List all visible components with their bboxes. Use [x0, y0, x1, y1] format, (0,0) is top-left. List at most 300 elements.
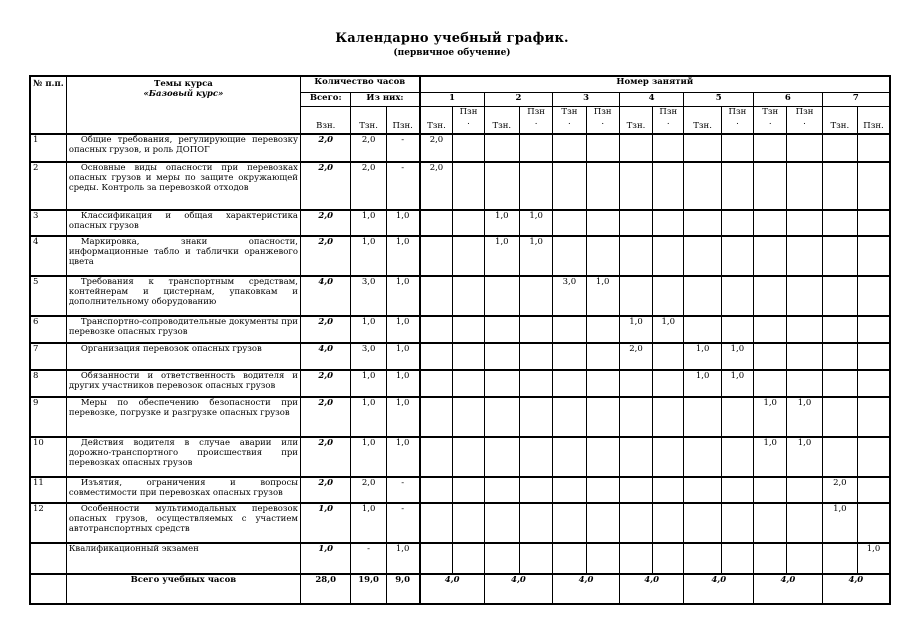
table-row	[30, 503, 890, 543]
lesson-cell-l4p	[653, 437, 684, 477]
lesson-cell-l4t	[619, 276, 652, 316]
lesson-cell-l1t	[420, 477, 453, 503]
sub-pzn-dot: .	[534, 116, 538, 127]
total-lesson-7: 4,0	[822, 574, 890, 604]
lesson-cell-l6t: 1,0	[754, 397, 787, 437]
row-topic: Основные виды опасности при перевозках опасных грузов и меры по защите окружающей среды. Контроль за перевозкой отходов	[66, 162, 300, 210]
lesson-cell-l2p	[519, 477, 552, 503]
row-theory-hours: 1,0	[351, 316, 386, 343]
row-total-hours: 2,0	[300, 236, 350, 276]
row-number: 6	[30, 316, 66, 343]
lesson-cell-l1t: 2,0	[420, 134, 453, 162]
row-practice-hours: 1,0	[386, 397, 419, 437]
row-practice-hours: 1,0	[386, 370, 419, 397]
row-total-hours: 2,0	[300, 437, 350, 477]
lesson-cell-l5p	[721, 236, 753, 276]
lesson-cell-l4t: 1,0	[619, 316, 652, 343]
lesson-cell-l4p	[653, 370, 684, 397]
lesson-cell-l4p: 1,0	[653, 316, 684, 343]
lesson-cell-l2t	[484, 162, 519, 210]
lesson-cell-l3t	[553, 370, 586, 397]
lesson-cell-l4t	[619, 162, 652, 210]
header-lesson-4: 4	[619, 92, 684, 106]
cell	[453, 543, 484, 574]
lesson-cell-l5t	[684, 397, 721, 437]
lesson-cell-l1p	[453, 210, 484, 236]
table-row	[30, 276, 890, 316]
lesson-cell-l6t	[754, 162, 787, 210]
lesson-cell-l7p	[857, 162, 890, 210]
row-practice-hours: 1,0	[386, 210, 419, 236]
cell	[754, 543, 787, 574]
row-total-hours: 2,0	[300, 477, 350, 503]
lesson-cell-l5t	[684, 437, 721, 477]
lesson-cell-l3p	[586, 162, 619, 210]
row-topic: Требования к транспортным средствам, контейнерам и цистернам, упаковкам и дополнительному оборудованию	[66, 276, 300, 316]
header-topics	[66, 76, 300, 134]
sub-tzn: Тзн.	[684, 106, 721, 134]
lesson-cell-l6t	[754, 343, 787, 370]
lesson-cell-l6t	[754, 503, 787, 543]
lesson-cell-l5p	[721, 162, 753, 210]
exam-total: 1,0	[300, 543, 350, 574]
lesson-cell-l4p	[653, 210, 684, 236]
table-row	[30, 316, 890, 343]
lesson-cell-l1p	[453, 236, 484, 276]
row-practice-hours: -	[386, 134, 419, 162]
sub-pzn	[519, 106, 552, 134]
row-number: 3	[30, 210, 66, 236]
cell	[484, 543, 519, 574]
lesson-cell-l6t	[754, 276, 787, 316]
total-lesson-4: 4,0	[619, 574, 684, 604]
lesson-cell-l3p	[586, 503, 619, 543]
lesson-cell-l6p	[787, 236, 822, 276]
row-topic: Меры по обеспечению безопасности при перевозке, погрузке и разгрузке опасных грузов	[66, 397, 300, 437]
lesson-cell-l2t	[484, 437, 519, 477]
lesson-cell-l5t	[684, 316, 721, 343]
lesson-cell-l4p	[653, 236, 684, 276]
lesson-cell-l6p	[787, 477, 822, 503]
lesson-cell-l2p	[519, 316, 552, 343]
row-theory-hours: 1,0	[351, 437, 386, 477]
lesson-cell-l1p	[453, 316, 484, 343]
row-total-hours: 2,0	[300, 397, 350, 437]
lesson-cell-l5p	[721, 134, 753, 162]
lesson-cell-l2t	[484, 477, 519, 503]
exam-lesson-7-pzn: 1,0	[857, 543, 890, 574]
lesson-cell-l4p	[653, 477, 684, 503]
lesson-cell-l6p	[787, 162, 822, 210]
lesson-cell-l7p	[857, 343, 890, 370]
totals-tzn: 19,0	[351, 574, 386, 604]
cell	[619, 543, 652, 574]
lesson-cell-l5t	[684, 162, 721, 210]
header-of-them: Из них:	[351, 92, 420, 106]
lesson-cell-l1p	[453, 370, 484, 397]
lesson-cell-l1t	[420, 316, 453, 343]
page-title: Календарно учебный график.	[335, 31, 569, 46]
lesson-cell-l6t	[754, 210, 787, 236]
lesson-cell-l7p	[857, 397, 890, 437]
row-total-hours: 2,0	[300, 210, 350, 236]
row-topic: Маркировка, знаки опасности, информационные табло и таблички оранжевого цвета	[66, 236, 300, 276]
lesson-cell-l3p	[586, 236, 619, 276]
lesson-cell-l7p	[857, 503, 890, 543]
cell	[653, 543, 684, 574]
lesson-cell-l7t	[822, 343, 857, 370]
lesson-cell-l5t	[684, 276, 721, 316]
cell	[519, 543, 552, 574]
lesson-cell-l2t	[484, 503, 519, 543]
table-row	[30, 397, 890, 437]
lesson-cell-l5p	[721, 437, 753, 477]
row-practice-hours: 1,0	[386, 437, 419, 477]
lesson-cell-l3t	[553, 210, 586, 236]
lesson-cell-l3t	[553, 437, 586, 477]
header-vzn: Взн.	[300, 106, 350, 134]
sub-pzn-text: Пзн	[593, 106, 612, 117]
row-theory-hours: 1,0	[351, 370, 386, 397]
table-row	[30, 437, 890, 477]
exam-tzn: -	[351, 543, 386, 574]
sub-tzn: Тзн.	[619, 106, 652, 134]
row-number: 4	[30, 236, 66, 276]
lesson-cell-l2p: 1,0	[519, 236, 552, 276]
sub-tzn-text: Тзн	[561, 106, 578, 117]
lesson-cell-l1p	[453, 503, 484, 543]
lesson-cell-l1p	[453, 437, 484, 477]
row-topic: Изъятия, ограничения и вопросы совместимости при перевозках опасных грузов	[66, 477, 300, 503]
lesson-cell-l4t	[619, 210, 652, 236]
lesson-cell-l2t	[484, 370, 519, 397]
lesson-cell-l5p	[721, 210, 753, 236]
lesson-cell-l4t	[619, 477, 652, 503]
row-topic: Организация перевозок опасных грузов	[66, 343, 300, 370]
row-topic: Классификация и общая характеристика опасных грузов	[66, 210, 300, 236]
header-num: № п.п.	[30, 76, 66, 134]
sub-pzn	[453, 106, 484, 134]
header-lesson-6: 6	[754, 92, 823, 106]
lesson-cell-l2p: 1,0	[519, 210, 552, 236]
lesson-cell-l1t	[420, 343, 453, 370]
header-course-name: «Базовый курс»	[143, 89, 224, 99]
lesson-cell-l6p: 1,0	[787, 437, 822, 477]
lesson-cell-l5p	[721, 477, 753, 503]
lesson-cell-l5t	[684, 210, 721, 236]
row-number: 11	[30, 477, 66, 503]
lesson-cell-l3t	[553, 503, 586, 543]
total-lesson-5: 4,0	[684, 574, 754, 604]
lesson-cell-l6p	[787, 370, 822, 397]
lesson-cell-l3t	[553, 477, 586, 503]
table-row	[30, 370, 890, 397]
lesson-cell-l2t	[484, 343, 519, 370]
cell	[553, 543, 586, 574]
schedule-rows	[30, 134, 890, 543]
totals-label: Всего учебных часов	[66, 574, 300, 604]
lesson-cell-l5p: 1,0	[721, 370, 753, 397]
row-number: 7	[30, 343, 66, 370]
lesson-cell-l7t: 1,0	[822, 503, 857, 543]
lesson-cell-l2p	[519, 134, 552, 162]
lesson-cell-l1p	[453, 343, 484, 370]
lesson-cell-l1t	[420, 276, 453, 316]
lesson-cell-l6p	[787, 503, 822, 543]
lesson-cell-l1t	[420, 437, 453, 477]
total-lesson-2: 4,0	[484, 574, 553, 604]
row-practice-hours: -	[386, 477, 419, 503]
row-topic: Особенности мультимодальных перевозок опасных грузов, осуществляемых с участием автотранспортных средств	[66, 503, 300, 543]
lesson-cell-l1p	[453, 276, 484, 316]
cell	[721, 543, 753, 574]
row-total-hours: 4,0	[300, 343, 350, 370]
sub-pzn-text: Пзн	[728, 106, 747, 117]
lesson-cell-l1p	[453, 397, 484, 437]
sub-tzn-dot: .	[768, 116, 772, 127]
sub-pzn-dot: .	[601, 116, 605, 127]
total-lesson-3: 4,0	[553, 574, 620, 604]
lesson-cell-l4t	[619, 370, 652, 397]
header-pzn: Пзн.	[386, 106, 419, 134]
lesson-cell-l3p	[586, 134, 619, 162]
lesson-cell-l3t	[553, 397, 586, 437]
header-tzn: Тзн.	[351, 106, 386, 134]
row-practice-hours: 1,0	[386, 276, 419, 316]
lesson-cell-l7t	[822, 370, 857, 397]
sub-tzn: Тзн.	[822, 106, 857, 134]
row-theory-hours: 2,0	[351, 477, 386, 503]
lesson-cell-l6t	[754, 236, 787, 276]
table-row	[30, 343, 890, 370]
lesson-cell-l4p	[653, 397, 684, 437]
lesson-cell-l3t	[553, 236, 586, 276]
table-row	[30, 210, 890, 236]
table-row	[30, 134, 890, 162]
lesson-cell-l1p	[453, 134, 484, 162]
lesson-cell-l3t	[553, 162, 586, 210]
header-lesson-2: 2	[484, 92, 553, 106]
totals-total: 28,0	[300, 574, 350, 604]
lesson-cell-l3p	[586, 210, 619, 236]
cell	[586, 543, 619, 574]
lesson-cell-l7t	[822, 236, 857, 276]
lesson-cell-l3p	[586, 437, 619, 477]
sub-pzn	[653, 106, 684, 134]
lesson-cell-l1p	[453, 162, 484, 210]
lesson-cell-l1t	[420, 503, 453, 543]
row-number: 1	[30, 134, 66, 162]
lesson-cell-l2p	[519, 397, 552, 437]
row-number: 8	[30, 370, 66, 397]
lesson-cell-l5p	[721, 503, 753, 543]
totals-num	[30, 574, 66, 604]
lesson-cell-l7p	[857, 370, 890, 397]
lesson-cell-l5p	[721, 316, 753, 343]
lesson-cell-l2t	[484, 397, 519, 437]
lesson-cell-l7p	[857, 316, 890, 343]
row-practice-hours: 1,0	[386, 316, 419, 343]
lesson-cell-l1t: 2,0	[420, 162, 453, 210]
lesson-cell-l6t	[754, 477, 787, 503]
lesson-cell-l5t	[684, 503, 721, 543]
lesson-cell-l2p	[519, 503, 552, 543]
lesson-cell-l5p: 1,0	[721, 343, 753, 370]
row-practice-hours: 1,0	[386, 343, 419, 370]
lesson-cell-l5t: 1,0	[684, 343, 721, 370]
row-topic: Обязанности и ответственность водителя и других участников перевозок опасных грузов	[66, 370, 300, 397]
lesson-cell-l4t	[619, 503, 652, 543]
lesson-cell-l3t	[553, 343, 586, 370]
row-theory-hours: 2,0	[351, 162, 386, 210]
table-row	[30, 236, 890, 276]
lesson-cell-l3t: 3,0	[553, 276, 586, 316]
sub-tzn-dot: .	[568, 116, 571, 127]
lesson-cell-l2p	[519, 162, 552, 210]
row-total-hours: 2,0	[300, 134, 350, 162]
lesson-cell-l7t: 2,0	[822, 477, 857, 503]
lesson-cell-l2t: 1,0	[484, 236, 519, 276]
lesson-cell-l7p	[857, 276, 890, 316]
total-lesson-6: 4,0	[754, 574, 823, 604]
row-theory-hours: 1,0	[351, 503, 386, 543]
lesson-cell-l4t	[619, 397, 652, 437]
lesson-cell-l2p	[519, 343, 552, 370]
lesson-cell-l7t	[822, 162, 857, 210]
lesson-cell-l2t	[484, 316, 519, 343]
sub-pzn-dot: .	[736, 116, 739, 127]
lesson-cell-l7p	[857, 236, 890, 276]
sub-pzn	[721, 106, 753, 134]
row-topic: Действия водителя в случае аварии или дорожно-транспортного происшествия при перевозках опасных грузов	[66, 437, 300, 477]
lesson-cell-l1t	[420, 210, 453, 236]
lesson-cell-l7t	[822, 316, 857, 343]
sub-pzn-dot: .	[467, 116, 470, 127]
exam-topic: Квалификационный экзамен	[66, 543, 300, 574]
lesson-cell-l5p	[721, 276, 753, 316]
lesson-cell-l1t	[420, 236, 453, 276]
schedule-table	[29, 75, 891, 605]
row-practice-hours: -	[386, 503, 419, 543]
row-total-hours: 1,0	[300, 503, 350, 543]
lesson-cell-l6p	[787, 343, 822, 370]
lesson-cell-l4p	[653, 503, 684, 543]
lesson-cell-l4t	[619, 236, 652, 276]
lesson-cell-l7p	[857, 437, 890, 477]
lesson-cell-l6p	[787, 316, 822, 343]
header-total: Всего:	[300, 92, 350, 106]
row-theory-hours: 3,0	[351, 343, 386, 370]
lesson-cell-l3t	[553, 134, 586, 162]
cell	[822, 543, 857, 574]
lesson-cell-l6p: 1,0	[787, 397, 822, 437]
lesson-cell-l1p	[453, 477, 484, 503]
lesson-cell-l7t	[822, 397, 857, 437]
lesson-cell-l3p: 1,0	[586, 276, 619, 316]
row-topic: Общие требования, регулирующие перевозку опасных грузов, и роль ДОПОГ	[66, 134, 300, 162]
lesson-cell-l4t: 2,0	[619, 343, 652, 370]
lesson-cell-l3p	[586, 343, 619, 370]
sub-tzn-split	[553, 106, 586, 134]
header-lesson-5: 5	[684, 92, 754, 106]
lesson-cell-l3t	[553, 316, 586, 343]
row-number: 12	[30, 503, 66, 543]
lesson-cell-l6p	[787, 210, 822, 236]
page-subtitle: (первичное обучение)	[393, 48, 511, 58]
header-lesson-7: 7	[822, 92, 890, 106]
lesson-cell-l2p	[519, 276, 552, 316]
lesson-cell-l7t	[822, 437, 857, 477]
lesson-cell-l5t	[684, 134, 721, 162]
lesson-cell-l7p	[857, 477, 890, 503]
totals-pzn: 9,0	[386, 574, 419, 604]
cell	[787, 543, 822, 574]
lesson-cell-l3p	[586, 370, 619, 397]
row-total-hours: 2,0	[300, 316, 350, 343]
header-lesson-1: 1	[420, 92, 485, 106]
row-practice-hours: -	[386, 162, 419, 210]
row-theory-hours: 1,0	[351, 236, 386, 276]
row-number: 9	[30, 397, 66, 437]
lesson-cell-l3p	[586, 397, 619, 437]
header-lessons: Номер занятий	[420, 76, 890, 92]
header-topics-label: Темы курса	[154, 79, 213, 89]
lesson-cell-l6p	[787, 134, 822, 162]
row-number: 10	[30, 437, 66, 477]
lesson-cell-l3p	[586, 316, 619, 343]
lesson-cell-l7t	[822, 134, 857, 162]
row-practice-hours: 1,0	[386, 236, 419, 276]
cell	[420, 543, 453, 574]
sub-tzn-split	[754, 106, 787, 134]
sub-tzn: Тзн.	[484, 106, 519, 134]
lesson-cell-l6p	[787, 276, 822, 316]
lesson-cell-l6t	[754, 370, 787, 397]
lesson-cell-l4t	[619, 437, 652, 477]
lesson-cell-l1t	[420, 370, 453, 397]
lesson-cell-l7t	[822, 210, 857, 236]
sub-pzn-dot: .	[666, 116, 670, 127]
lesson-cell-l2p	[519, 437, 552, 477]
sub-pzn-text: Пзн	[659, 106, 678, 117]
lesson-cell-l4p	[653, 343, 684, 370]
lesson-cell-l3p	[586, 477, 619, 503]
row-total-hours: 2,0	[300, 370, 350, 397]
sub-tzn: Тзн.	[420, 106, 453, 134]
sub-pzn	[586, 106, 619, 134]
lesson-cell-l2t	[484, 276, 519, 316]
sub-pzn-dot: .	[803, 116, 806, 127]
lesson-cell-l5t: 1,0	[684, 370, 721, 397]
lesson-cell-l2t: 1,0	[484, 210, 519, 236]
lesson-cell-l5t	[684, 236, 721, 276]
row-number: 5	[30, 276, 66, 316]
header-hours: Количество часов	[300, 76, 419, 92]
lesson-cell-l4p	[653, 162, 684, 210]
lesson-cell-l6t	[754, 134, 787, 162]
lesson-cell-l4p	[653, 276, 684, 316]
lesson-cell-l4p	[653, 134, 684, 162]
sub-pzn	[787, 106, 822, 134]
lesson-cell-l5t	[684, 477, 721, 503]
lesson-cell-l6t: 1,0	[754, 437, 787, 477]
lesson-cell-l7p	[857, 210, 890, 236]
sub-pzn-text: Пзн	[459, 106, 478, 117]
lesson-cell-l5p	[721, 397, 753, 437]
lesson-cell-l4t	[619, 134, 652, 162]
row-theory-hours: 1,0	[351, 397, 386, 437]
total-lesson-1: 4,0	[420, 574, 485, 604]
